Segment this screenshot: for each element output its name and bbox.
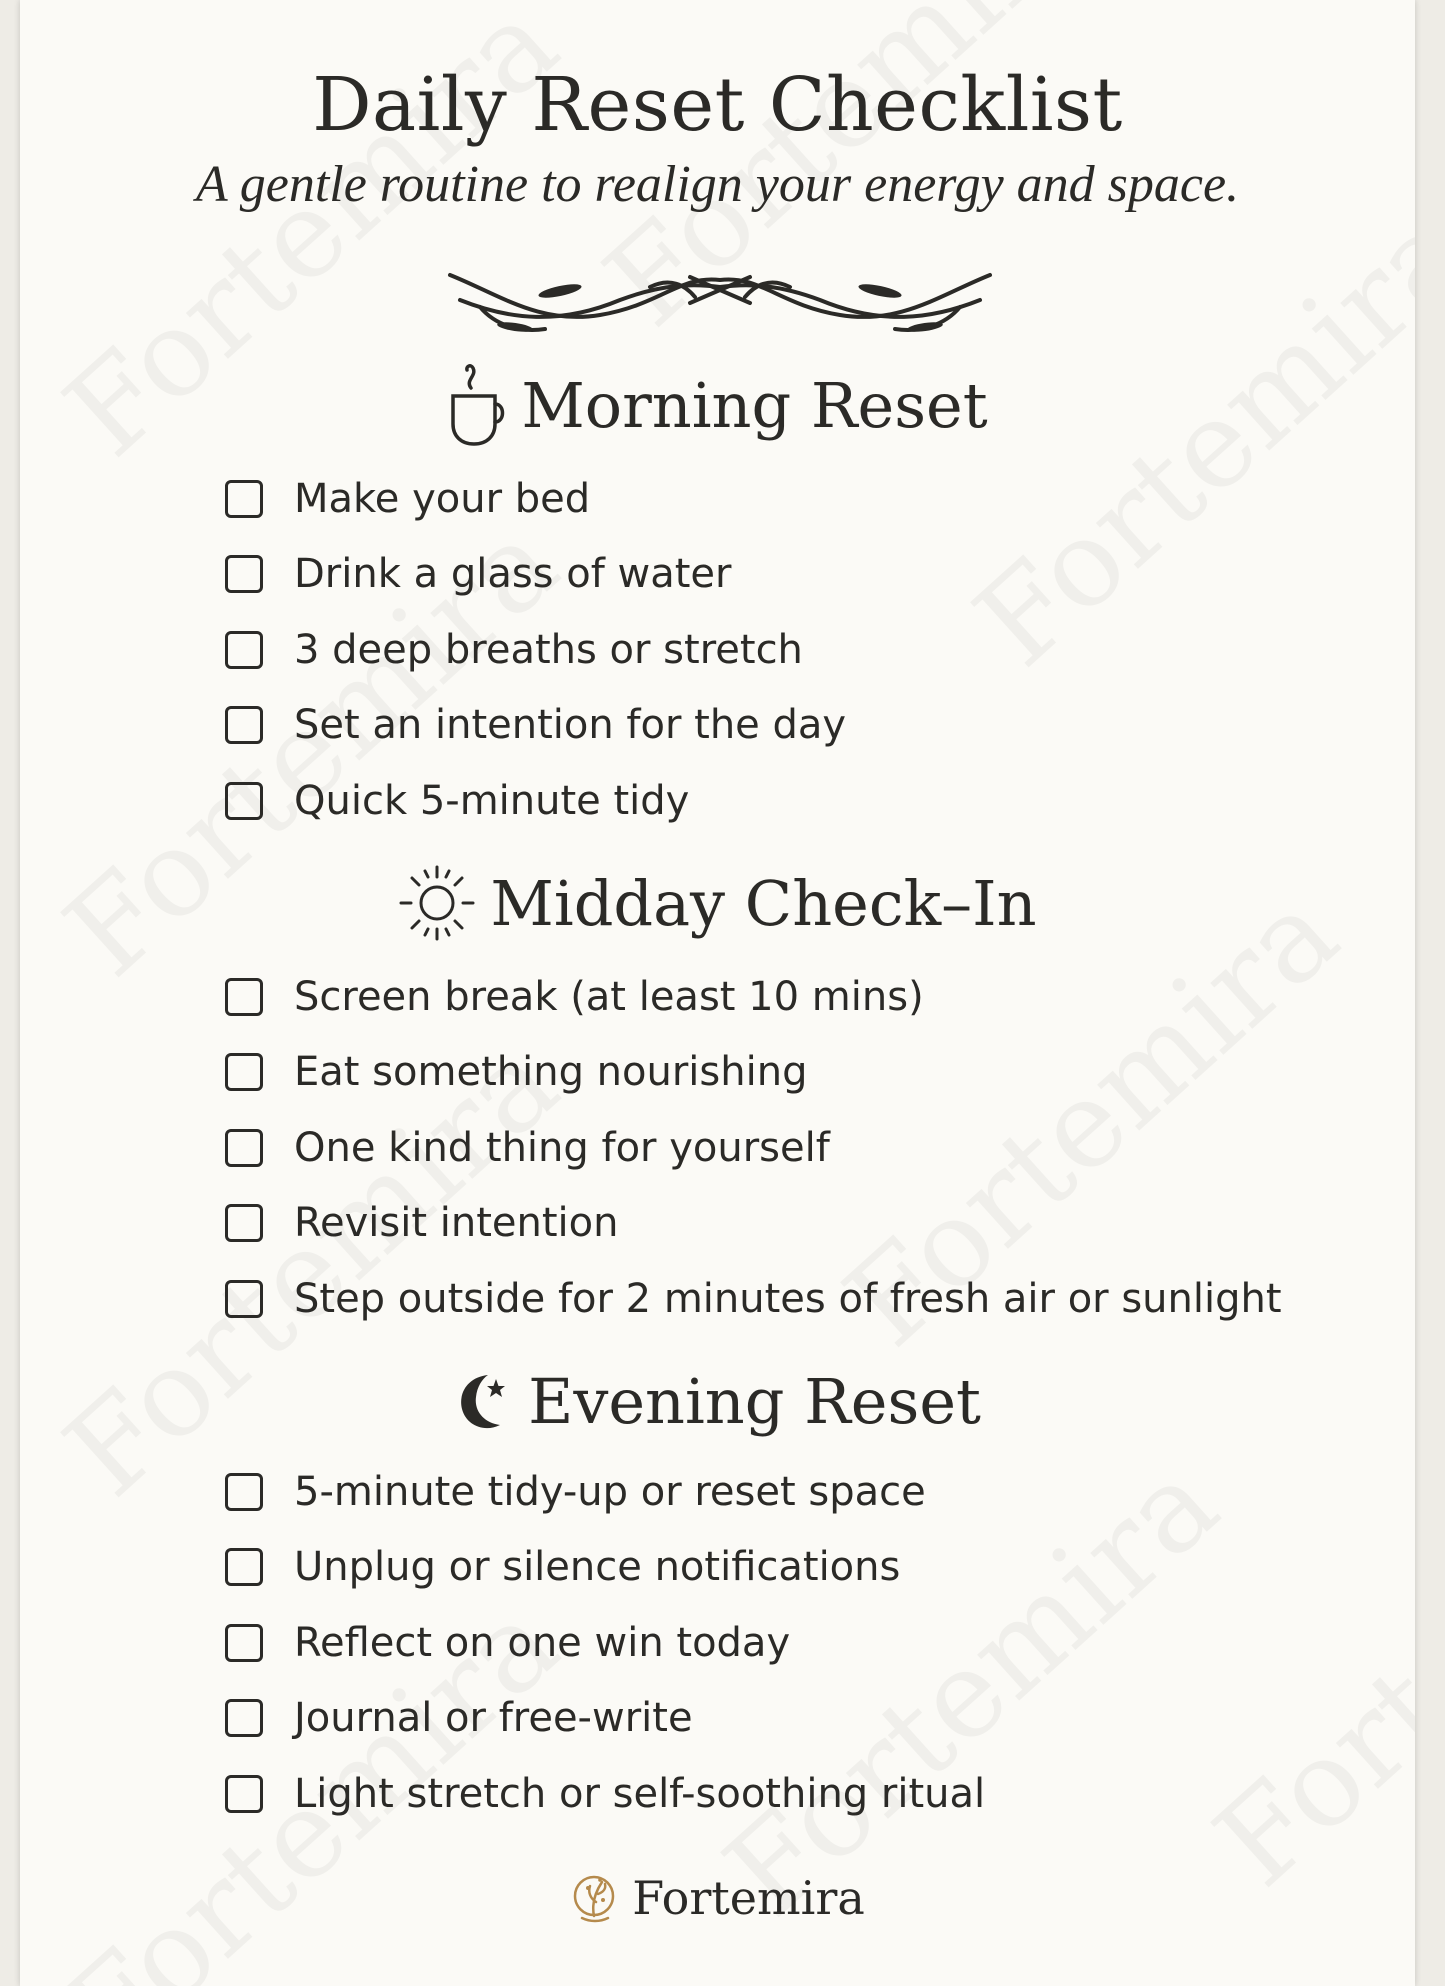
brand-name: Fortemira bbox=[632, 1871, 865, 1925]
checkbox[interactable] bbox=[225, 1473, 263, 1511]
section-heading-morning bbox=[20, 360, 1415, 450]
item-label: One kind thing for yourself bbox=[294, 1124, 830, 1171]
checkbox[interactable] bbox=[225, 978, 263, 1016]
checklist-item[interactable] bbox=[225, 612, 846, 688]
checkbox[interactable] bbox=[225, 1624, 263, 1662]
checklist-item[interactable] bbox=[225, 1261, 1282, 1337]
section-title: Evening Reset bbox=[528, 1364, 981, 1438]
item-label: Reflect on one win today bbox=[294, 1619, 791, 1666]
item-label: Revisit intention bbox=[294, 1200, 619, 1247]
checkbox[interactable] bbox=[225, 631, 263, 669]
item-label: Screen break (at least 10 mins) bbox=[294, 973, 924, 1020]
checklist-item[interactable] bbox=[225, 688, 846, 764]
checkbox[interactable] bbox=[225, 1053, 263, 1091]
checkbox[interactable] bbox=[225, 1129, 263, 1167]
item-label: Journal or free-write bbox=[294, 1695, 693, 1742]
item-label: Quick 5-minute tidy bbox=[294, 777, 690, 824]
item-label: 5-minute tidy-up or reset space bbox=[294, 1468, 926, 1515]
checkbox[interactable] bbox=[225, 782, 263, 820]
checkbox[interactable] bbox=[225, 1204, 263, 1242]
checklist-item[interactable] bbox=[225, 537, 846, 613]
section-title: Morning Reset bbox=[521, 368, 988, 442]
checklist-page bbox=[20, 0, 1415, 1986]
checklist-item[interactable] bbox=[225, 1035, 1282, 1111]
checkbox[interactable] bbox=[225, 1775, 263, 1813]
section-heading-midday bbox=[20, 858, 1415, 948]
section-title: Midday Check–In bbox=[490, 866, 1037, 940]
checkbox[interactable] bbox=[225, 706, 263, 744]
checklist-item[interactable] bbox=[225, 461, 846, 537]
item-label: 3 deep breaths or stretch bbox=[294, 626, 803, 673]
watermark bbox=[1190, 1404, 1415, 1913]
morning-checklist bbox=[225, 461, 846, 839]
checklist-item[interactable] bbox=[225, 1681, 985, 1757]
checklist-item[interactable] bbox=[225, 1110, 1282, 1186]
checkbox[interactable] bbox=[225, 1548, 263, 1586]
midday-checklist bbox=[225, 959, 1282, 1337]
evening-checklist bbox=[225, 1454, 985, 1832]
checkbox[interactable] bbox=[225, 1699, 263, 1737]
item-label: Eat something nourishing bbox=[294, 1049, 808, 1096]
checklist-item[interactable] bbox=[225, 763, 846, 839]
page-title: Daily Reset Checklist bbox=[312, 62, 1123, 148]
item-label: Step outside for 2 minutes of fresh air or sunlight bbox=[294, 1275, 1282, 1322]
checklist-item[interactable] bbox=[225, 1605, 985, 1681]
moon-star-icon bbox=[454, 1361, 514, 1441]
brand-footer bbox=[20, 1870, 1415, 1926]
item-label: Set an intention for the day bbox=[294, 702, 847, 749]
sun-icon bbox=[398, 861, 476, 945]
item-label: Light stretch or self-soothing ritual bbox=[294, 1770, 986, 1817]
item-label: Unplug or silence notifications bbox=[294, 1544, 901, 1591]
checkbox[interactable] bbox=[225, 1280, 263, 1318]
checklist-item[interactable] bbox=[225, 1454, 985, 1530]
checklist-item[interactable] bbox=[225, 1756, 985, 1832]
page-subtitle: A gentle routine to realign your energy and space. bbox=[195, 156, 1240, 213]
item-label: Drink a glass of water bbox=[294, 551, 732, 598]
item-label: Make your bed bbox=[294, 475, 591, 522]
coffee-cup-icon bbox=[447, 360, 507, 450]
checklist-item[interactable] bbox=[225, 1530, 985, 1606]
section-heading-evening bbox=[20, 1356, 1415, 1446]
checkbox[interactable] bbox=[225, 480, 263, 518]
checklist-item[interactable] bbox=[225, 1186, 1282, 1262]
checkbox[interactable] bbox=[225, 555, 263, 593]
brand-logo-icon bbox=[570, 1870, 618, 1926]
checklist-item[interactable] bbox=[225, 959, 1282, 1035]
vine-divider-ornament bbox=[420, 255, 1020, 345]
